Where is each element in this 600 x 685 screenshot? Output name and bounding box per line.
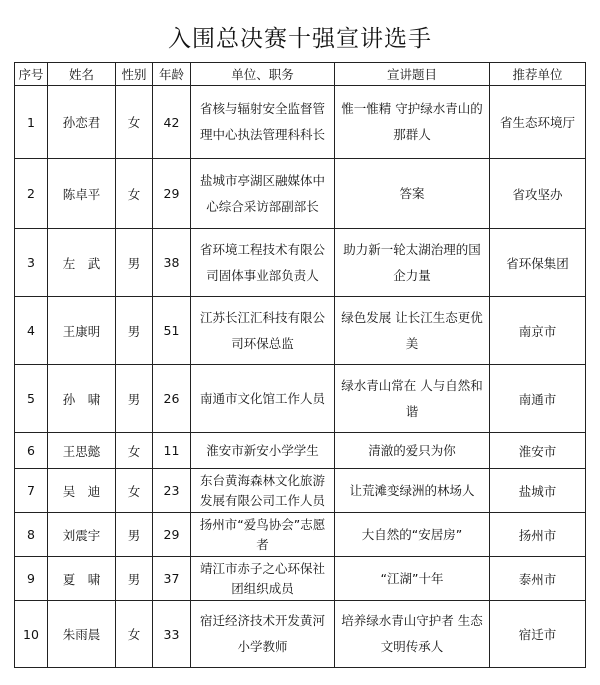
cell-age: 33 <box>153 601 191 668</box>
cell-recommender: 泰州市 <box>490 557 586 601</box>
cell-gender: 男 <box>116 297 153 365</box>
header-gender: 性别 <box>116 63 153 86</box>
cell-no: 8 <box>15 513 48 557</box>
cell-gender: 男 <box>116 513 153 557</box>
cell-recommender: 南京市 <box>490 297 586 365</box>
header-unit: 单位、职务 <box>191 63 335 86</box>
cell-gender: 女 <box>116 159 153 229</box>
header-age: 年龄 <box>153 63 191 86</box>
cell-age: 51 <box>153 297 191 365</box>
cell-recommender: 宿迁市 <box>490 601 586 668</box>
cell-unit: 省环境工程技术有限公司固体事业部负责人 <box>191 229 335 297</box>
cell-unit: 江苏长江汇科技有限公司环保总监 <box>191 297 335 365</box>
cell-no: 7 <box>15 469 48 513</box>
cell-topic: 惟一惟精 守护绿水青山的那群人 <box>335 86 490 159</box>
table-row <box>15 159 586 229</box>
table-row <box>15 433 586 469</box>
cell-name: 孙恋君 <box>48 86 116 159</box>
table-header-row <box>15 63 586 86</box>
cell-unit: 省核与辐射安全监督管理中心执法管理科科长 <box>191 86 335 159</box>
table-row <box>15 297 586 365</box>
cell-unit: 盐城市亭湖区融媒体中心综合采访部副部长 <box>191 159 335 229</box>
cell-recommender: 南通市 <box>490 365 586 433</box>
cell-gender: 男 <box>116 365 153 433</box>
header-topic: 宣讲题目 <box>335 63 490 86</box>
cell-name: 陈卓平 <box>48 159 116 229</box>
cell-name: 夏 啸 <box>48 557 116 601</box>
cell-no: 2 <box>15 159 48 229</box>
page-title: 入围总决赛十强宣讲选手 <box>168 26 432 52</box>
cell-unit: 南通市文化馆工作人员 <box>191 365 335 433</box>
cell-gender: 男 <box>116 557 153 601</box>
cell-age: 29 <box>153 513 191 557</box>
cell-age: 26 <box>153 365 191 433</box>
cell-age: 42 <box>153 86 191 159</box>
cell-topic: 清澈的爱只为你 <box>335 433 490 469</box>
table-row <box>15 513 586 557</box>
cell-topic: 培养绿水青山守护者 生态文明传承人 <box>335 601 490 668</box>
cell-unit: 扬州市“爱鸟协会”志愿者 <box>191 513 335 557</box>
cell-age: 11 <box>153 433 191 469</box>
header-no: 序号 <box>15 63 48 86</box>
cell-topic: 让荒滩变绿洲的林场人 <box>335 469 490 513</box>
cell-gender: 女 <box>116 86 153 159</box>
cell-no: 9 <box>15 557 48 601</box>
cell-topic: 大自然的“安居房” <box>335 513 490 557</box>
finalists-table <box>14 62 586 668</box>
cell-recommender: 省攻坚办 <box>490 159 586 229</box>
cell-no: 4 <box>15 297 48 365</box>
cell-unit: 宿迁经济技术开发黄河小学教师 <box>191 601 335 668</box>
cell-age: 38 <box>153 229 191 297</box>
cell-age: 37 <box>153 557 191 601</box>
header-recommender: 推荐单位 <box>490 63 586 86</box>
table-row <box>15 469 586 513</box>
cell-no: 1 <box>15 86 48 159</box>
table-row <box>15 601 586 668</box>
cell-no: 3 <box>15 229 48 297</box>
cell-topic: 绿色发展 让长江生态更优美 <box>335 297 490 365</box>
cell-recommender: 省环保集团 <box>490 229 586 297</box>
cell-name: 吴 迪 <box>48 469 116 513</box>
cell-name: 刘震宇 <box>48 513 116 557</box>
cell-no: 10 <box>15 601 48 668</box>
header-name: 姓名 <box>48 63 116 86</box>
cell-name: 孙 啸 <box>48 365 116 433</box>
table-row <box>15 557 586 601</box>
cell-gender: 女 <box>116 469 153 513</box>
cell-recommender: 淮安市 <box>490 433 586 469</box>
cell-age: 29 <box>153 159 191 229</box>
cell-name: 王康明 <box>48 297 116 365</box>
cell-gender: 男 <box>116 229 153 297</box>
cell-recommender: 扬州市 <box>490 513 586 557</box>
cell-name: 左 武 <box>48 229 116 297</box>
cell-unit: 东台黄海森林文化旅游发展有限公司工作人员 <box>191 469 335 513</box>
cell-unit: 淮安市新安小学学生 <box>191 433 335 469</box>
cell-topic: “江湖”十年 <box>335 557 490 601</box>
cell-gender: 女 <box>116 601 153 668</box>
cell-unit: 靖江市赤子之心环保社团组织成员 <box>191 557 335 601</box>
cell-topic: 绿水青山常在 人与自然和谐 <box>335 365 490 433</box>
table-row <box>15 229 586 297</box>
cell-name: 朱雨晨 <box>48 601 116 668</box>
cell-recommender: 省生态环境厅 <box>490 86 586 159</box>
table-row <box>15 86 586 159</box>
cell-recommender: 盐城市 <box>490 469 586 513</box>
cell-topic: 答案 <box>335 159 490 229</box>
cell-no: 5 <box>15 365 48 433</box>
cell-gender: 女 <box>116 433 153 469</box>
cell-age: 23 <box>153 469 191 513</box>
cell-topic: 助力新一轮太湖治理的国企力量 <box>335 229 490 297</box>
table-row <box>15 365 586 433</box>
cell-no: 6 <box>15 433 48 469</box>
cell-name: 王思懿 <box>48 433 116 469</box>
